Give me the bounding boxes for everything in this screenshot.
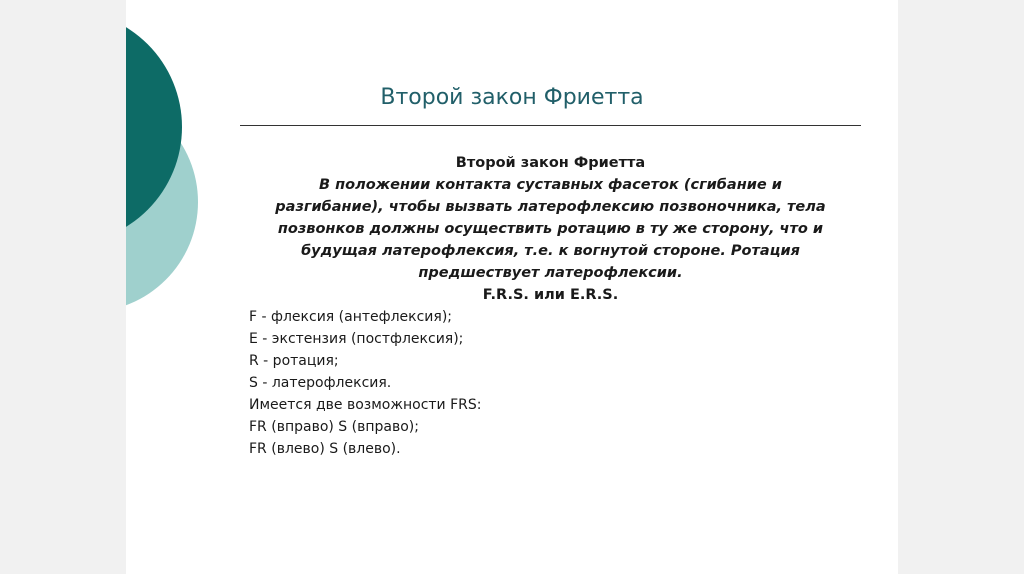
legend-list — [249, 306, 481, 460]
legend-item: FR (влево) S (влево). — [249, 441, 401, 457]
legend-item: E - экстензия (постфлексия); — [249, 331, 464, 347]
title-divider — [240, 125, 861, 126]
legend-item: FR (вправо) S (вправо); — [249, 419, 419, 435]
slide-title: Второй закон Фриетта — [380, 85, 644, 110]
legend-item: Имеется две возможности FRS: — [249, 397, 482, 413]
law-heading: Второй закон Фриетта — [455, 155, 646, 171]
slide — [126, 0, 898, 574]
law-block — [240, 152, 861, 306]
legend-item: S - латерофлексия. — [249, 375, 392, 391]
legend-item: F - флексия (антефлексия); — [249, 309, 453, 325]
frs-line: F.R.S. или E.R.S. — [482, 287, 619, 303]
law-statement: В положении контакта суставных фасеток (сгибание и разгибание), чтобы вызвать латерофлексию позвоночника, тела позвонков должны осуществить ротацию в ту же сторону, что и будущая латерофлексия, т.е. к вогнутой стороне. Ротация предшествует латерофлексии. — [275, 177, 826, 281]
legend-item: R - ротация; — [249, 353, 339, 369]
